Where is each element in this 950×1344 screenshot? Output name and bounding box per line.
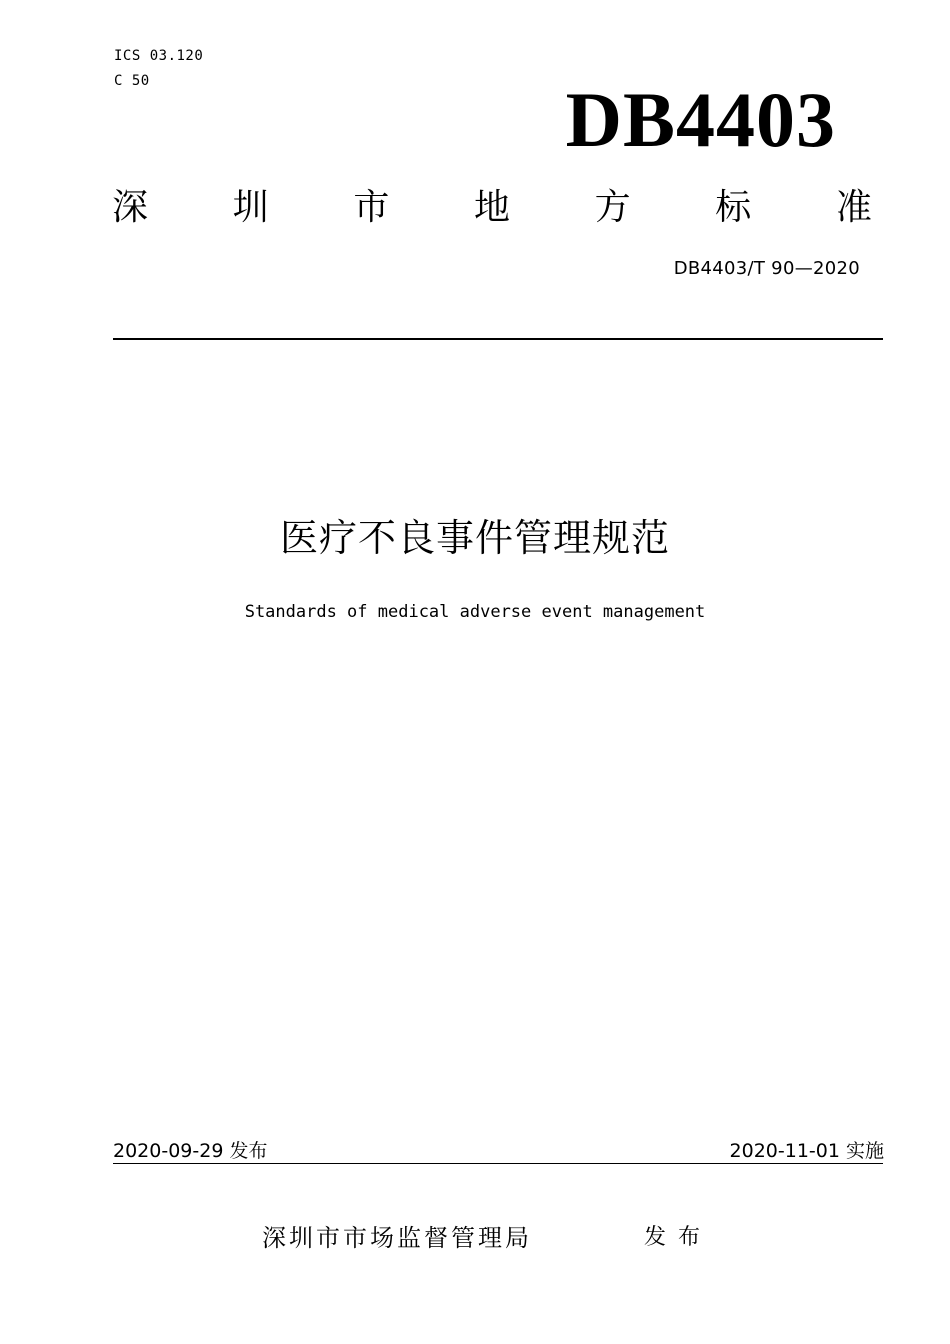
standard-type-char: 市 xyxy=(353,187,390,228)
ccs-code: C 50 xyxy=(114,73,150,89)
publish-label: 发布 xyxy=(644,1225,713,1250)
document-title-cn: 医疗不良事件管理规范 xyxy=(279,516,670,560)
standard-type-char: 准 xyxy=(835,187,872,228)
publisher-name: 深圳市市场监督管理局 xyxy=(262,1224,532,1252)
header-divider xyxy=(113,338,883,340)
standard-type-char: 圳 xyxy=(232,187,269,228)
standard-type-char: 地 xyxy=(473,187,510,228)
standard-type-char: 深 xyxy=(112,187,149,228)
release-date: 2020-09-29 发布 xyxy=(113,1140,268,1162)
standard-number: DB4403/T 90—2020 xyxy=(673,258,860,279)
footer-divider xyxy=(113,1163,883,1164)
standard-type-char: 方 xyxy=(594,187,631,228)
document-title-en: Standards of medical adverse event management xyxy=(244,602,706,622)
standard-code-logo: DB4403 xyxy=(565,76,836,163)
standard-type-char: 标 xyxy=(715,187,752,228)
standard-type-heading xyxy=(112,184,872,232)
implementation-date: 2020-11-01 实施 xyxy=(729,1140,884,1162)
ics-code: ICS 03.120 xyxy=(114,48,204,64)
